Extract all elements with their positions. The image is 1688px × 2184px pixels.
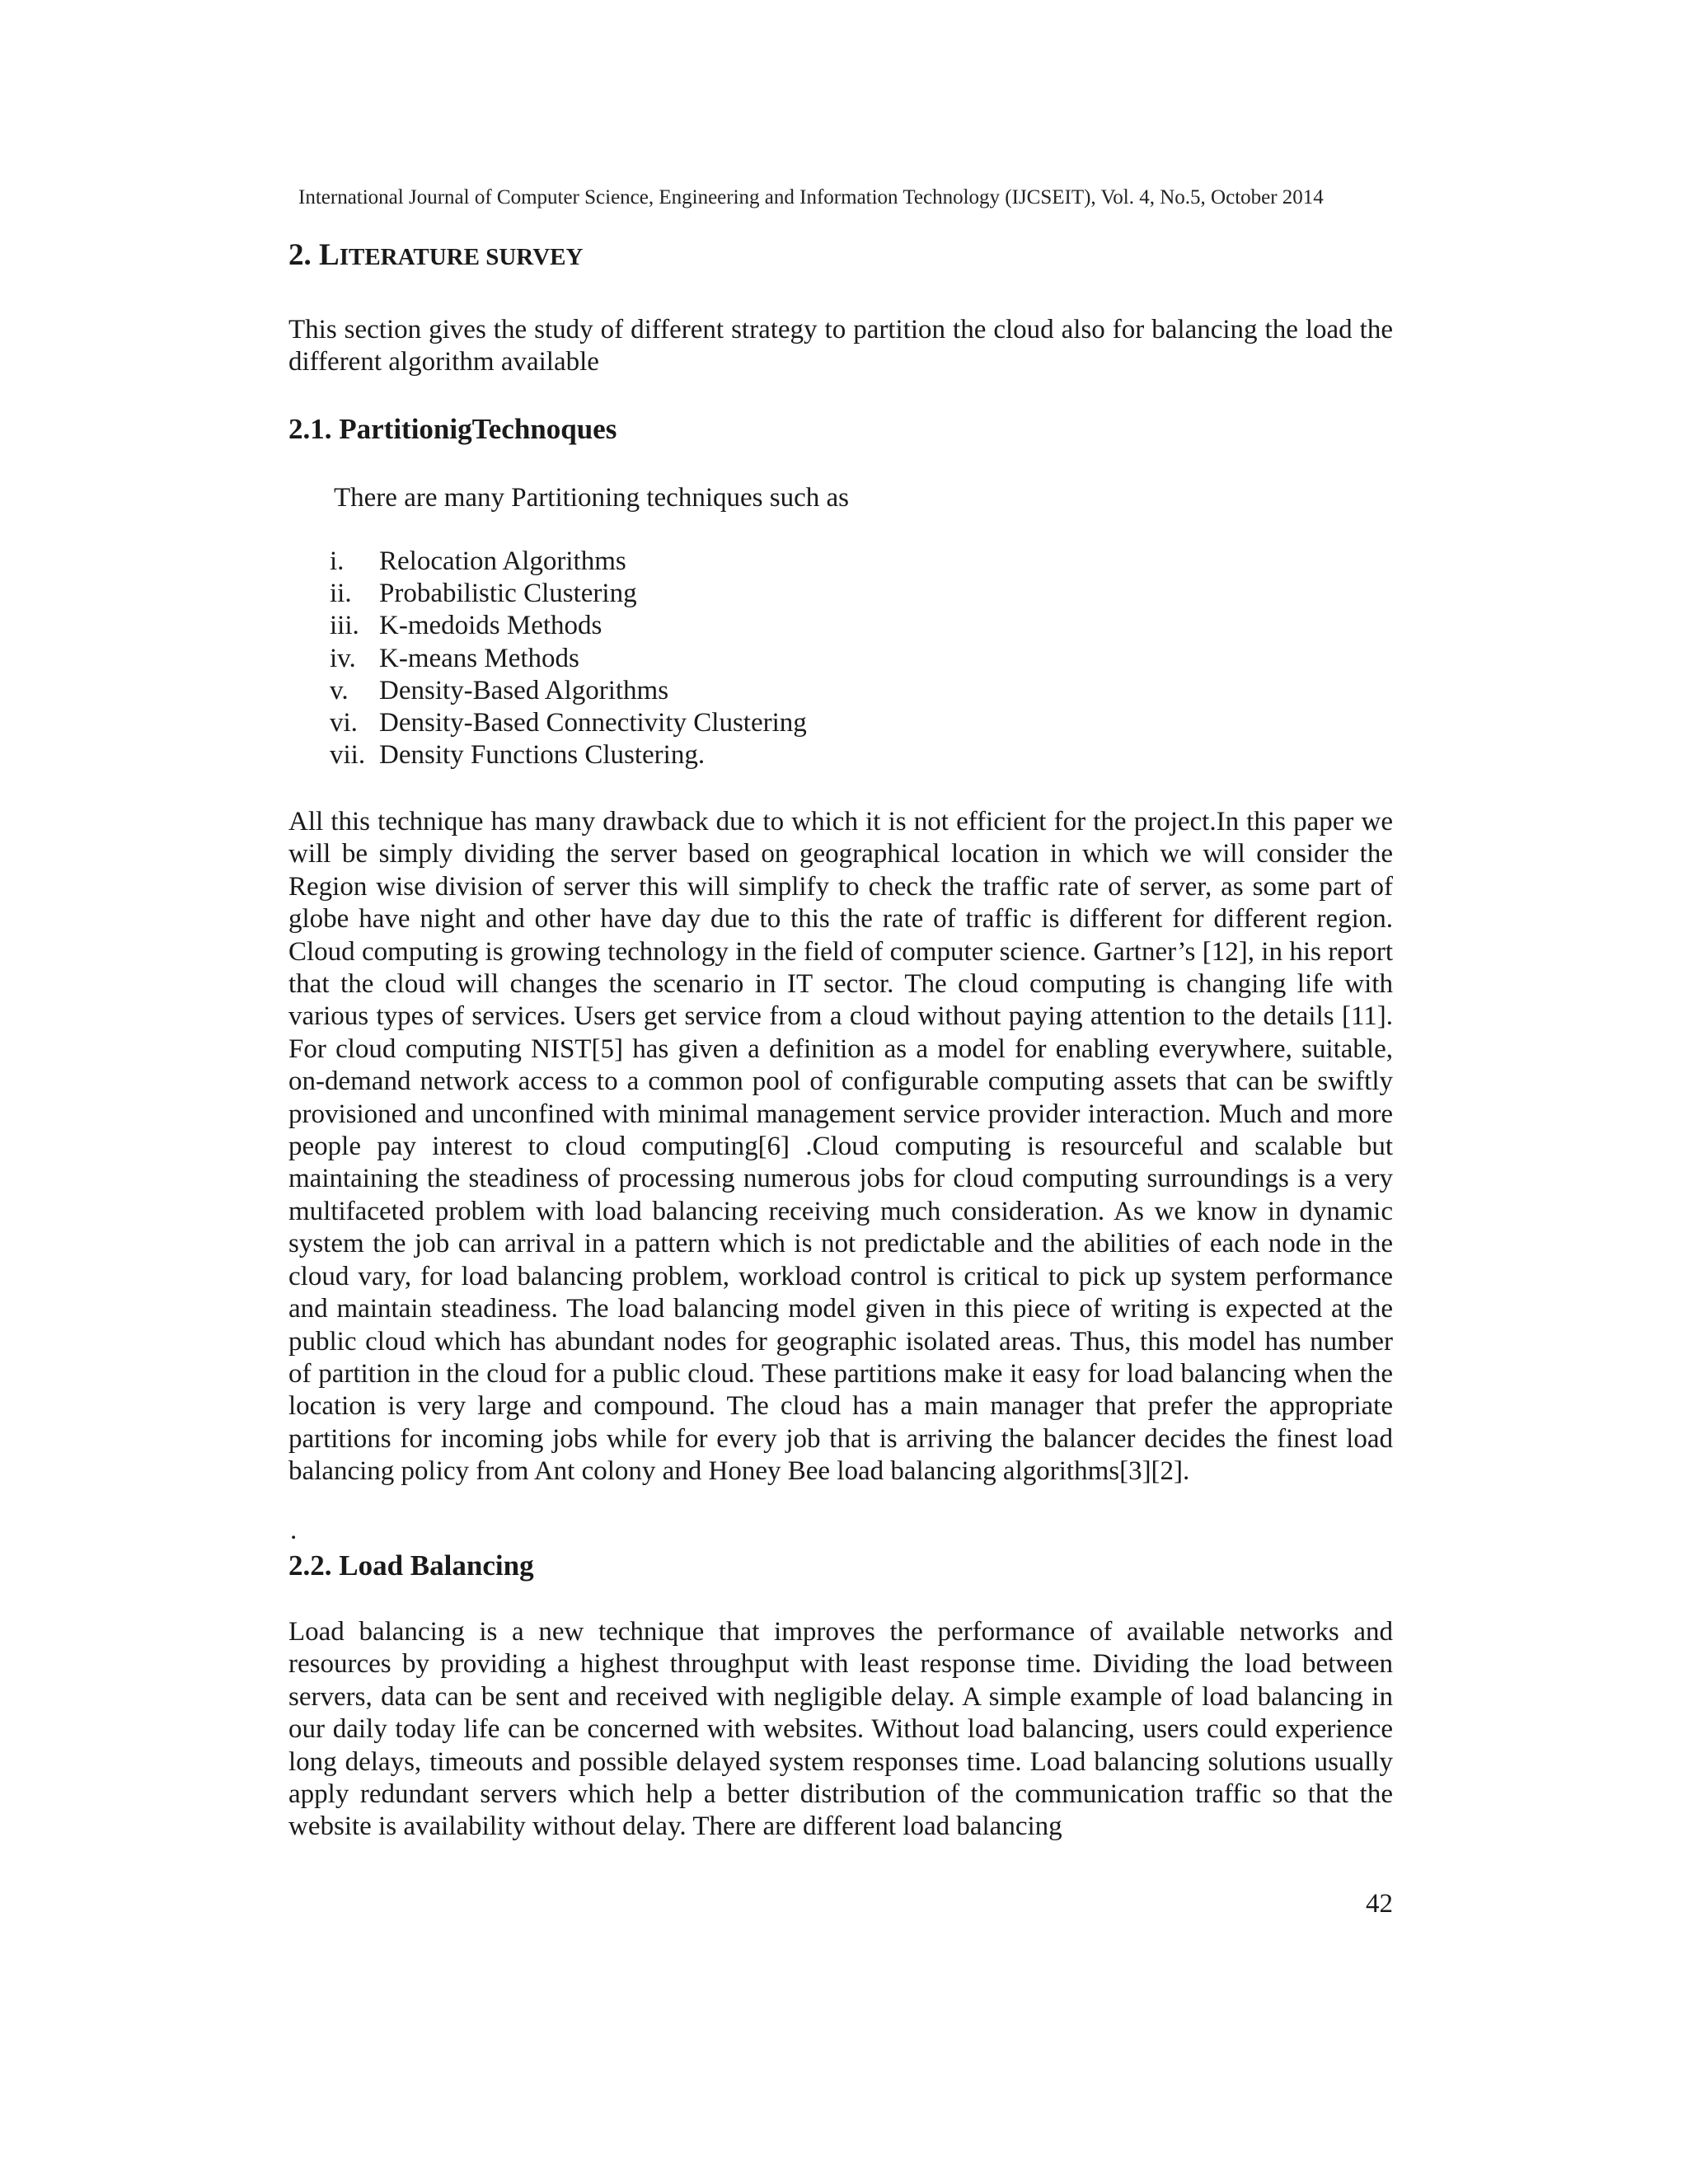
section-heading	[288, 237, 583, 275]
list-item	[330, 675, 807, 707]
list-item	[330, 546, 807, 578]
page-number: 42	[1366, 1889, 1393, 1919]
list-item	[330, 610, 807, 642]
stray-period: .	[290, 1516, 298, 1545]
list-item-label: Probabilistic Clustering	[379, 579, 637, 609]
list-item	[330, 739, 807, 771]
section-title-initial: L	[319, 238, 340, 272]
section-number: 2.	[288, 238, 319, 272]
list-item-label: K-means Methods	[379, 643, 579, 673]
list-item	[330, 578, 807, 610]
list-item-number: vii.	[330, 740, 366, 771]
subsection-heading-load-balancing: 2.2. Load Balancing	[288, 1549, 534, 1582]
partitioning-body-paragraph: All this technique has many drawback due to which it is not efficient for the project.In this paper we will be simply dividing the server based on geographical location in which we will consider the Region wise division of server this will simplify to check the traffic rate of server, as some part of globe have night and other have day due to this the rate of traffic is different for different region. Cloud computing is growing technology in the field of computer science. Gartner’s [12], in his report that the cloud will changes the scenario in IT sector. The cloud computing is changing life with various types of services. Users get service from a cloud without paying attention to the details [11]. For cloud computing NIST[5] has given a definition as a model for enabling everywhere, suitable, on-demand network access to a common pool of configurable computing assets that can be swiftly provisioned and unconfined with minimal management service provider interaction. Much and more people pay interest to cloud computing[6] .Cloud computing is resourceful and scalable but maintaining the steadiness of processing numerous jobs for cloud computing surroundings is a very multifaceted problem with load balancing receiving much consideration. As we know in dynamic system the job can arrival in a pattern which is not predictable and the abilities of each node in the cloud vary, for load balancing problem, workload control is critical to pick up system performance and maintain steadiness. The load balancing model given in this piece of writing is expected at the public cloud which has abundant nodes for geographic isolated areas. Thus, this model has number of partition in the cloud for a public cloud. These partitions make it easy for load balancing when the location is very large and compound. The cloud has a main manager that prefer the appropriate partitions for incoming jobs while for every job that is arriving the balancer decides the finest load balancing policy from Ant colony and Honey Bee load balancing algorithms[3][2].	[288, 807, 1393, 1487]
list-lead-in: There are many Partitioning techniques such as	[334, 483, 849, 513]
list-item	[330, 643, 807, 675]
list-item-number: vi.	[330, 707, 358, 738]
running-header: International Journal of Computer Science, Engineering and Information Technology (IJCSEIT), Vol. 4, No.5, October 2014	[298, 186, 1324, 209]
subsection-heading-partitioning: 2.1. PartitionigTechnoques	[288, 413, 617, 445]
list-item-label: Relocation Algorithms	[379, 546, 626, 576]
list-item-number: iii.	[330, 611, 359, 641]
list-item-number: iv.	[330, 643, 356, 673]
list-item-label: K-medoids Methods	[379, 611, 603, 641]
list-item-number: v.	[330, 675, 349, 705]
list-item-label: Density-Based Connectivity Clustering	[379, 707, 807, 738]
section-title-rest: ITERATURE SURVEY	[339, 244, 584, 270]
section-intro-paragraph: This section gives the study of different strategy to partition the cloud also for balancing the load the different algorithm available	[288, 315, 1393, 377]
list-item-number: ii.	[330, 579, 352, 609]
list-item-number: i.	[330, 546, 345, 576]
technique-list	[330, 546, 807, 771]
list-item-label: Density-Based Algorithms	[379, 675, 669, 705]
load-balancing-paragraph: Load balancing is a new technique that improves the performance of available networks and resources by providing a highest throughput with least response time. Dividing the load between servers, data can be sent and received with negligible delay. A simple example of load balancing in our daily today life can be concerned with websites. Without load balancing, users could experience long delays, timeouts and possible delayed system responses time. Load balancing solutions usually apply redundant servers which help a better distribution of the communication traffic so that the website is availability without delay. There are different load balancing	[288, 1617, 1393, 1842]
list-item	[330, 707, 807, 739]
list-item-label: Density Functions Clustering.	[379, 740, 706, 771]
